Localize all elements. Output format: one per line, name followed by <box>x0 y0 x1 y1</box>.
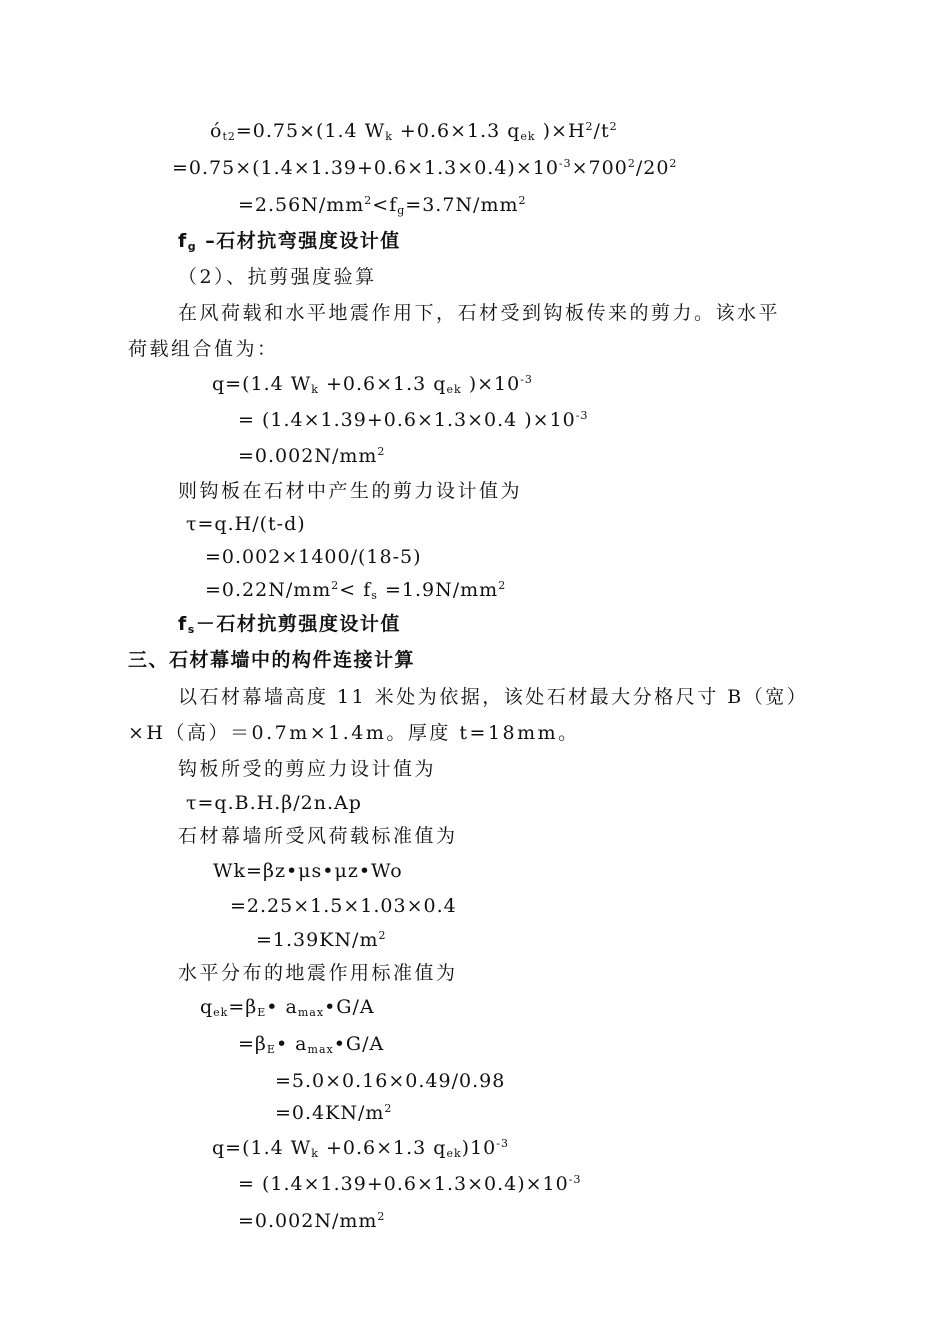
text-run: <f <box>372 194 398 216</box>
text-run: = (1.4×1.39+0.6×1.3×0.4)×10 <box>238 1173 569 1195</box>
superscript: 2 <box>378 929 387 942</box>
text-run: •G/A <box>333 1033 385 1055</box>
superscript: 2 <box>331 579 340 592</box>
formula-q-result <box>238 443 385 469</box>
section-heading-connections <box>128 647 415 673</box>
superscript: 2 <box>498 579 507 592</box>
text-run: =1.9N/mm <box>377 579 499 601</box>
subscript: E <box>266 1043 276 1056</box>
text-run: 石材幕墙所受风荷载标准值为 <box>178 825 458 847</box>
text-run: =2.25×1.5×1.03×0.4 <box>230 895 457 917</box>
superscript: -3 <box>558 157 572 170</box>
text-run: =β <box>228 996 258 1018</box>
superscript: 2 <box>384 1102 393 1115</box>
text-run: =0.002×1400/(18-5) <box>205 546 422 568</box>
text-run: )10 <box>461 1137 497 1159</box>
subscript: ek <box>446 1147 462 1160</box>
formula-tau-definition <box>186 511 306 537</box>
text-run: 在风荷载和水平地震作用下，石材受到钩板传来的剪力。该水平 <box>178 302 781 324</box>
note-fg-definition <box>178 228 401 254</box>
subscript: ek <box>213 1006 229 1019</box>
superscript: 2 <box>585 120 594 133</box>
formula-wk-definition <box>213 858 403 884</box>
text-run: /t <box>593 120 610 142</box>
text-run: q=(1.4 W <box>212 1137 312 1159</box>
formula-q-substitution <box>238 407 589 433</box>
formula-qek-result <box>275 1100 392 1126</box>
text-run: Wk=βz•μs•μz•Wo <box>213 860 403 882</box>
text-run: q=(1.4 W <box>212 373 312 395</box>
text-run: )×H <box>535 120 586 142</box>
text-run: +0.6×1.3 q <box>318 373 447 395</box>
formula-q-definition <box>212 371 533 397</box>
formula-tau-substitution <box>205 544 422 570</box>
formula-qek-substitution <box>275 1068 505 1094</box>
paragraph-connections-1 <box>178 684 808 710</box>
text-run: ×700 <box>571 157 628 179</box>
paragraph-shear-design <box>178 478 522 504</box>
text-run: =0.002N/mm <box>238 445 378 467</box>
text-run: /20 <box>635 157 670 179</box>
subscript: t2 <box>222 130 236 143</box>
formula-bending-result <box>238 192 527 218</box>
superscript: 2 <box>377 1210 386 1223</box>
paragraph-seismic-load <box>178 960 458 986</box>
text-run: 则钩板在石材中产生的剪力设计值为 <box>178 480 523 502</box>
text-run: • a <box>275 1033 308 1055</box>
text-run: < f <box>339 579 372 601</box>
superscript: 2 <box>627 157 636 170</box>
paragraph-wind-load <box>178 823 458 849</box>
text-run: －石材抗剪强度设计值 <box>195 613 401 635</box>
text-run: 水平分布的地震作用标准值为 <box>178 962 458 984</box>
formula-wk-substitution <box>230 893 457 919</box>
subscript: g <box>187 240 198 253</box>
formula-q2-definition <box>212 1135 509 1161</box>
text-run: –石材抗弯强度设计值 <box>197 230 401 252</box>
paragraph-shear-intro-1 <box>178 300 780 326</box>
subscript: ek <box>446 383 462 396</box>
text-run: 荷载组合值为： <box>128 338 279 360</box>
paragraph-connections-2 <box>128 720 580 746</box>
subscript: k <box>311 383 319 396</box>
subscript: max <box>297 1006 325 1019</box>
subscript: s <box>187 623 196 636</box>
text-run: +0.6×1.3 q <box>318 1137 447 1159</box>
text-run: f <box>178 613 188 635</box>
text-run: 以石材幕墙高度 11 米处为依据，该处石材最大分格尺寸 B（宽） <box>178 686 809 708</box>
text-run: τ=q.H/(t-d) <box>186 513 306 535</box>
subscript: k <box>385 130 393 143</box>
note-fs-definition <box>178 611 401 637</box>
text-run: =3.7N/mm <box>405 194 519 216</box>
superscript: 2 <box>518 194 527 207</box>
subsection-heading-shear <box>178 264 377 290</box>
text-run: =0.4KN/m <box>275 1102 385 1124</box>
text-run: =0.22N/mm <box>205 579 332 601</box>
superscript: -3 <box>520 373 533 386</box>
subscript: ek <box>520 130 536 143</box>
text-run: f <box>178 230 188 252</box>
text-run: =0.002N/mm <box>238 1210 378 1232</box>
text-run: =2.56N/mm <box>238 194 365 216</box>
subscript: E <box>257 1006 267 1019</box>
text-run: 钩板所受的剪应力设计值为 <box>178 758 437 780</box>
formula-q2-result <box>238 1208 385 1234</box>
text-run: =1.39KN/m <box>256 929 379 951</box>
text-run: 三、石材幕墙中的构件连接计算 <box>128 649 416 671</box>
text-run: =0.75×(1.4×1.39+0.6×1.3×0.4)×10 <box>172 157 559 179</box>
text-run: τ=q.B.H.β/2n.Ap <box>186 792 362 814</box>
text-run: =β <box>238 1033 267 1055</box>
text-run: )×10 <box>461 373 521 395</box>
superscript: -3 <box>568 1173 582 1186</box>
superscript: -3 <box>496 1137 509 1150</box>
subscript: max <box>307 1043 334 1056</box>
subscript: k <box>311 1147 319 1160</box>
text-run: • a <box>266 996 298 1018</box>
superscript: -3 <box>575 409 589 422</box>
formula-tau-result <box>205 577 506 603</box>
text-run: = (1.4×1.39+0.6×1.3×0.4 )×10 <box>238 409 576 431</box>
paragraph-shear-intro-2 <box>128 336 279 362</box>
text-run: q <box>200 996 214 1018</box>
text-run: •G/A <box>324 996 375 1018</box>
formula-q2-substitution <box>238 1171 581 1197</box>
subscript: g <box>397 204 406 217</box>
formula-bending-substitution <box>172 155 677 181</box>
paragraph-hook-shear <box>178 756 436 782</box>
text-run: ×H（高）＝0.7m×1.4m。厚度 t=18mm。 <box>128 722 580 744</box>
superscript: 2 <box>364 194 373 207</box>
formula-qek-repeat <box>238 1031 384 1057</box>
formula-qek-definition <box>200 994 375 1020</box>
superscript: 2 <box>669 157 678 170</box>
formula-wk-result <box>256 927 386 953</box>
text-run: +0.6×1.3 q <box>392 120 521 142</box>
text-run: ó <box>210 120 223 142</box>
formula-bending-stress <box>210 118 618 144</box>
text-run: （2）、抗剪强度验算 <box>178 266 377 288</box>
superscript: 2 <box>377 445 386 458</box>
subscript: s <box>371 589 378 602</box>
formula-hook-tau <box>186 790 362 816</box>
superscript: 2 <box>609 120 618 133</box>
text-run: =5.0×0.16×0.49/0.98 <box>275 1070 506 1092</box>
text-run: =0.75×(1.4 W <box>235 120 386 142</box>
